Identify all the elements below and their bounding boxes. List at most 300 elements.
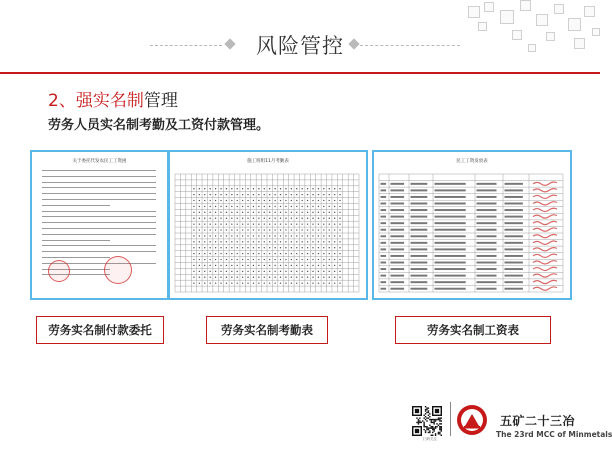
attendance-mark xyxy=(209,206,210,207)
attendance-mark xyxy=(242,206,243,207)
attendance-mark xyxy=(204,247,205,248)
attendance-mark xyxy=(280,277,281,278)
cell-text-placeholder xyxy=(411,281,428,283)
qr-cell xyxy=(436,426,437,427)
attendance-mark xyxy=(226,218,227,219)
attendance-mark xyxy=(318,259,319,260)
cell-text-placeholder xyxy=(391,248,405,250)
cell-text-placeholder xyxy=(435,203,466,205)
attendance-mark xyxy=(301,194,302,195)
attendance-mark xyxy=(204,235,205,236)
attendance-mark xyxy=(204,241,205,242)
attendance-mark xyxy=(264,235,265,236)
attendance-mark xyxy=(274,188,275,189)
attendance-mark xyxy=(291,271,292,272)
cell-text-placeholder xyxy=(381,275,387,277)
attendance-mark xyxy=(231,271,232,272)
entrust-doc-title: 关于委托代发农民工工资函 xyxy=(72,159,127,164)
attendance-mark xyxy=(312,223,313,224)
attendance-mark xyxy=(258,271,259,272)
cell-text-placeholder xyxy=(391,281,405,283)
cell-text-placeholder xyxy=(435,281,466,283)
cell-text-placeholder xyxy=(505,196,523,198)
signature-scribble xyxy=(533,267,557,270)
attendance-mark xyxy=(323,200,324,201)
attendance-mark xyxy=(291,235,292,236)
cell-text-placeholder xyxy=(435,196,466,198)
attendance-mark xyxy=(204,188,205,189)
attendance-mark xyxy=(318,247,319,248)
attendance-mark xyxy=(247,212,248,213)
signature-scribble xyxy=(533,221,557,224)
attendance-mark xyxy=(199,229,200,230)
attendance-mark xyxy=(237,200,238,201)
qr-cell xyxy=(418,423,419,424)
attendance-mark xyxy=(193,247,194,248)
attendance-mark xyxy=(199,277,200,278)
attendance-mark xyxy=(307,223,308,224)
cell-text-placeholder xyxy=(381,242,387,244)
payroll-grid-svg xyxy=(379,174,563,292)
qr-finder-core xyxy=(415,429,419,433)
attendance-mark xyxy=(247,223,248,224)
attendance-mark xyxy=(258,247,259,248)
attendance-mark xyxy=(296,223,297,224)
qr-cell xyxy=(436,423,437,424)
attendance-mark xyxy=(264,212,265,213)
attendance-mark xyxy=(339,265,340,266)
section-heading xyxy=(48,86,178,111)
attendance-mark xyxy=(253,241,254,242)
qr-cell xyxy=(432,419,433,420)
attendance-mark xyxy=(247,241,248,242)
attendance-mark xyxy=(280,218,281,219)
attendance-mark xyxy=(307,235,308,236)
attendance-mark xyxy=(312,194,313,195)
footer-divider xyxy=(450,402,451,436)
attendance-mark xyxy=(323,218,324,219)
qr-cell xyxy=(431,422,432,423)
attendance-mark xyxy=(231,194,232,195)
cell-text-placeholder xyxy=(435,216,466,218)
attendance-mark xyxy=(339,247,340,248)
attendance-mark xyxy=(285,253,286,254)
attendance-mark xyxy=(193,271,194,272)
cell-text-placeholder xyxy=(505,281,523,283)
attendance-mark xyxy=(204,229,205,230)
qr-cell xyxy=(436,419,437,420)
attendance-mark xyxy=(269,229,270,230)
attendance-mark xyxy=(258,218,259,219)
attendance-mark xyxy=(280,253,281,254)
cell-text-placeholder xyxy=(477,268,497,270)
cell-text-placeholder xyxy=(477,275,497,277)
attendance-mark xyxy=(204,259,205,260)
cell-text-placeholder xyxy=(381,268,387,270)
qr-cell xyxy=(423,429,424,430)
attendance-mark xyxy=(269,235,270,236)
attendance-mark xyxy=(264,200,265,201)
attendance-mark xyxy=(264,282,265,283)
attendance-mark xyxy=(334,194,335,195)
attendance-mark xyxy=(318,282,319,283)
signature-scribble xyxy=(533,182,557,185)
qr-cell xyxy=(425,409,426,410)
qr-cell xyxy=(431,427,432,428)
cell-text-placeholder xyxy=(435,189,466,191)
attendance-mark xyxy=(280,229,281,230)
attendance-mark xyxy=(215,259,216,260)
attendance-mark xyxy=(199,259,200,260)
attendance-mark xyxy=(269,218,270,219)
cell-text-placeholder xyxy=(411,203,428,205)
attendance-mark xyxy=(334,271,335,272)
qr-cell xyxy=(439,417,440,418)
attendance-mark xyxy=(204,206,205,207)
attendance-mark xyxy=(220,253,221,254)
attendance-mark xyxy=(274,206,275,207)
qr-cell xyxy=(433,422,434,423)
attendance-mark xyxy=(220,235,221,236)
attendance-mark xyxy=(204,277,205,278)
attendance-mark xyxy=(226,271,227,272)
attendance-mark xyxy=(329,253,330,254)
attendance-mark xyxy=(285,200,286,201)
qr-cell xyxy=(423,422,424,423)
caption-payroll: 劳务实名制工资表 xyxy=(395,316,551,344)
attendance-mark xyxy=(253,212,254,213)
attendance-mark xyxy=(237,265,238,266)
attendance-mark xyxy=(285,188,286,189)
attendance-mark xyxy=(312,265,313,266)
attendance-mark xyxy=(318,277,319,278)
qr-label: 扫码关注 xyxy=(423,437,437,441)
attendance-mark xyxy=(334,200,335,201)
qr-cell xyxy=(433,420,434,421)
attendance-mark xyxy=(301,229,302,230)
red-seal-stamp xyxy=(48,260,70,282)
attendance-mark xyxy=(226,282,227,283)
attendance-mark xyxy=(323,212,324,213)
attendance-mark xyxy=(318,188,319,189)
attendance-mark xyxy=(264,194,265,195)
attendance-mark xyxy=(199,194,200,195)
qr-cell xyxy=(441,430,442,431)
cell-text-placeholder xyxy=(381,235,387,237)
attendance-mark xyxy=(209,282,210,283)
attendance-mark xyxy=(209,247,210,248)
attendance-mark xyxy=(220,188,221,189)
attendance-mark xyxy=(307,247,308,248)
header-diamond-left xyxy=(224,38,235,49)
qr-cell xyxy=(423,423,424,424)
attendance-mark xyxy=(258,253,259,254)
cell-text-placeholder xyxy=(381,216,387,218)
qr-cell xyxy=(426,427,427,428)
attendance-mark xyxy=(199,241,200,242)
cell-text-placeholder xyxy=(477,209,497,211)
cell-text-placeholder xyxy=(435,255,466,257)
attendance-mark xyxy=(301,282,302,283)
attendance-mark xyxy=(269,265,270,266)
cell-text-placeholder xyxy=(435,209,466,211)
cell-text-placeholder xyxy=(505,248,523,250)
attendance-mark xyxy=(253,229,254,230)
attendance-mark xyxy=(258,188,259,189)
qr-cell xyxy=(433,430,434,431)
attendance-mark xyxy=(258,235,259,236)
qr-cell xyxy=(441,426,442,427)
signature-scribble xyxy=(533,248,557,251)
attendance-mark xyxy=(193,212,194,213)
qr-cell xyxy=(441,429,442,430)
qr-finder-core xyxy=(435,409,439,413)
attendance-mark xyxy=(220,229,221,230)
attendance-mark xyxy=(334,223,335,224)
attendance-mark xyxy=(323,206,324,207)
attendance-mark xyxy=(274,253,275,254)
attendance-mark xyxy=(258,282,259,283)
attendance-mark xyxy=(209,271,210,272)
cell-text-placeholder xyxy=(411,222,428,224)
attendance-mark xyxy=(204,271,205,272)
attendance-mark xyxy=(329,241,330,242)
attendance-mark xyxy=(226,229,227,230)
attendance-mark xyxy=(323,247,324,248)
attendance-mark xyxy=(307,206,308,207)
attendance-mark xyxy=(237,229,238,230)
cell-text-placeholder xyxy=(381,189,387,191)
attendance-mark xyxy=(274,235,275,236)
attendance-mark xyxy=(274,218,275,219)
attendance-mark xyxy=(209,229,210,230)
attendance-mark xyxy=(242,259,243,260)
attendance-mark xyxy=(339,188,340,189)
attendance-mark xyxy=(307,212,308,213)
attendance-mark xyxy=(237,206,238,207)
qr-cell xyxy=(422,420,423,421)
attendance-mark xyxy=(220,218,221,219)
attendance-mark xyxy=(285,271,286,272)
attendance-mark xyxy=(209,253,210,254)
attendance-mark xyxy=(312,282,313,283)
qr-cell xyxy=(423,415,424,416)
attendance-mark xyxy=(193,253,194,254)
qr-cell xyxy=(441,423,442,424)
attendance-mark xyxy=(318,253,319,254)
attendance-mark xyxy=(226,247,227,248)
qr-cell xyxy=(429,427,430,428)
attendance-mark xyxy=(209,259,210,260)
attendance-mark xyxy=(274,200,275,201)
cell-text-placeholder xyxy=(381,248,387,250)
attendance-mark xyxy=(274,271,275,272)
attendance-mark xyxy=(312,229,313,230)
attendance-mark xyxy=(307,229,308,230)
cell-text-placeholder xyxy=(391,189,405,191)
attendance-mark xyxy=(242,212,243,213)
attendance-mark xyxy=(318,206,319,207)
attendance-mark xyxy=(269,271,270,272)
qr-cell xyxy=(428,415,429,416)
qr-cell xyxy=(441,420,442,421)
qr-cell xyxy=(428,410,429,411)
attendance-mark xyxy=(220,194,221,195)
attendance-mark xyxy=(291,241,292,242)
attendance-mark xyxy=(215,188,216,189)
attendance-mark xyxy=(269,206,270,207)
qr-cell xyxy=(421,422,422,423)
attendance-mark xyxy=(269,212,270,213)
attendance-mark xyxy=(296,212,297,213)
attendance-mark xyxy=(329,200,330,201)
attendance-mark xyxy=(339,206,340,207)
attendance-mark xyxy=(312,271,313,272)
qr-cell xyxy=(435,420,436,421)
attendance-mark xyxy=(215,218,216,219)
qr-cell xyxy=(425,419,426,420)
attendance-mark xyxy=(339,229,340,230)
attendance-mark xyxy=(193,277,194,278)
attendance-mark xyxy=(231,188,232,189)
attendance-mark xyxy=(193,188,194,189)
attendance-mark xyxy=(285,223,286,224)
attendance-mark xyxy=(339,241,340,242)
attendance-mark xyxy=(274,265,275,266)
qr-cell xyxy=(425,413,426,414)
qr-cell xyxy=(428,407,429,408)
cell-text-placeholder xyxy=(477,229,497,231)
attendance-mark xyxy=(291,188,292,189)
attendance-mark xyxy=(253,194,254,195)
attendance-mark xyxy=(323,188,324,189)
attendance-mark xyxy=(247,218,248,219)
caption-entrust: 劳务实名制付款委托 xyxy=(36,316,164,344)
attendance-mark xyxy=(318,271,319,272)
attendance-mark xyxy=(215,206,216,207)
cell-text-placeholder xyxy=(391,203,405,205)
attendance-mark xyxy=(301,200,302,201)
attendance-mark xyxy=(274,282,275,283)
attendance-mark xyxy=(291,212,292,213)
qr-cell xyxy=(441,427,442,428)
attendance-mark xyxy=(226,200,227,201)
attendance-mark xyxy=(215,265,216,266)
qr-cell xyxy=(432,427,433,428)
attendance-mark xyxy=(296,206,297,207)
cell-text-placeholder xyxy=(391,216,405,218)
cell-text-placeholder xyxy=(381,183,387,185)
attendance-mark xyxy=(296,229,297,230)
attendance-mark xyxy=(193,194,194,195)
attendance-mark xyxy=(264,265,265,266)
attendance-mark xyxy=(215,229,216,230)
attendance-mark xyxy=(258,194,259,195)
cell-text-placeholder xyxy=(381,229,387,231)
section-heading-black: 管理 xyxy=(143,91,178,111)
cell-text-placeholder xyxy=(505,189,523,191)
attendance-mark xyxy=(231,247,232,248)
cell-text-placeholder xyxy=(391,209,405,211)
attendance-mark xyxy=(307,200,308,201)
attendance-mark xyxy=(301,253,302,254)
qr-cell xyxy=(431,435,432,436)
attendance-mark xyxy=(253,259,254,260)
cell-text-placeholder xyxy=(477,189,497,191)
qr-cell xyxy=(429,413,430,414)
attendance-mark xyxy=(258,223,259,224)
attendance-mark xyxy=(318,223,319,224)
attendance-mark xyxy=(253,247,254,248)
attendance-mark xyxy=(193,265,194,266)
attendance-mark xyxy=(199,235,200,236)
attendance-mark xyxy=(220,206,221,207)
attendance-mark xyxy=(280,247,281,248)
header-dash-right xyxy=(360,45,460,46)
qr-cell xyxy=(425,432,426,433)
attendance-mark xyxy=(318,241,319,242)
cell-text-placeholder xyxy=(505,229,523,231)
signature-scribble xyxy=(533,228,557,231)
cell-text-placeholder xyxy=(391,196,405,198)
attendance-mark xyxy=(258,229,259,230)
attendance-mark xyxy=(226,277,227,278)
attendance-mark xyxy=(237,253,238,254)
cell-text-placeholder xyxy=(505,235,523,237)
attendance-mark xyxy=(312,212,313,213)
attendance-mark xyxy=(264,247,265,248)
attendance-mark xyxy=(323,277,324,278)
cell-text-placeholder xyxy=(505,268,523,270)
brand-name-cn: 五矿二十三冶 xyxy=(500,414,576,428)
attendance-doc-title: 施工班组11月考勤表 xyxy=(247,159,289,164)
attendance-mark xyxy=(215,235,216,236)
qr-cell xyxy=(428,427,429,428)
attendance-mark xyxy=(291,259,292,260)
attendance-mark xyxy=(291,223,292,224)
attendance-mark xyxy=(209,212,210,213)
qr-cell xyxy=(435,426,436,427)
signature-scribble xyxy=(533,215,557,218)
qr-cell xyxy=(426,417,427,418)
attendance-mark xyxy=(307,282,308,283)
attendance-mark xyxy=(329,206,330,207)
qr-cell xyxy=(426,426,427,427)
qr-cell xyxy=(425,416,426,417)
attendance-mark xyxy=(280,223,281,224)
attendance-mark xyxy=(307,218,308,219)
attendance-grid-svg xyxy=(175,174,359,292)
cell-text-placeholder xyxy=(435,268,466,270)
attendance-mark xyxy=(209,188,210,189)
qr-cell xyxy=(426,429,427,430)
attendance-mark xyxy=(334,247,335,248)
attendance-mark xyxy=(323,253,324,254)
attendance-mark xyxy=(237,188,238,189)
attendance-mark xyxy=(339,200,340,201)
attendance-mark xyxy=(242,277,243,278)
attendance-mark xyxy=(231,277,232,278)
cell-text-placeholder xyxy=(381,255,387,257)
signature-scribble xyxy=(533,280,557,283)
qr-cell xyxy=(418,419,419,420)
attendance-mark xyxy=(199,188,200,189)
attendance-mark xyxy=(264,277,265,278)
attendance-mark xyxy=(301,247,302,248)
attendance-mark xyxy=(323,265,324,266)
cell-text-placeholder xyxy=(477,196,497,198)
signature-scribble xyxy=(533,241,557,244)
